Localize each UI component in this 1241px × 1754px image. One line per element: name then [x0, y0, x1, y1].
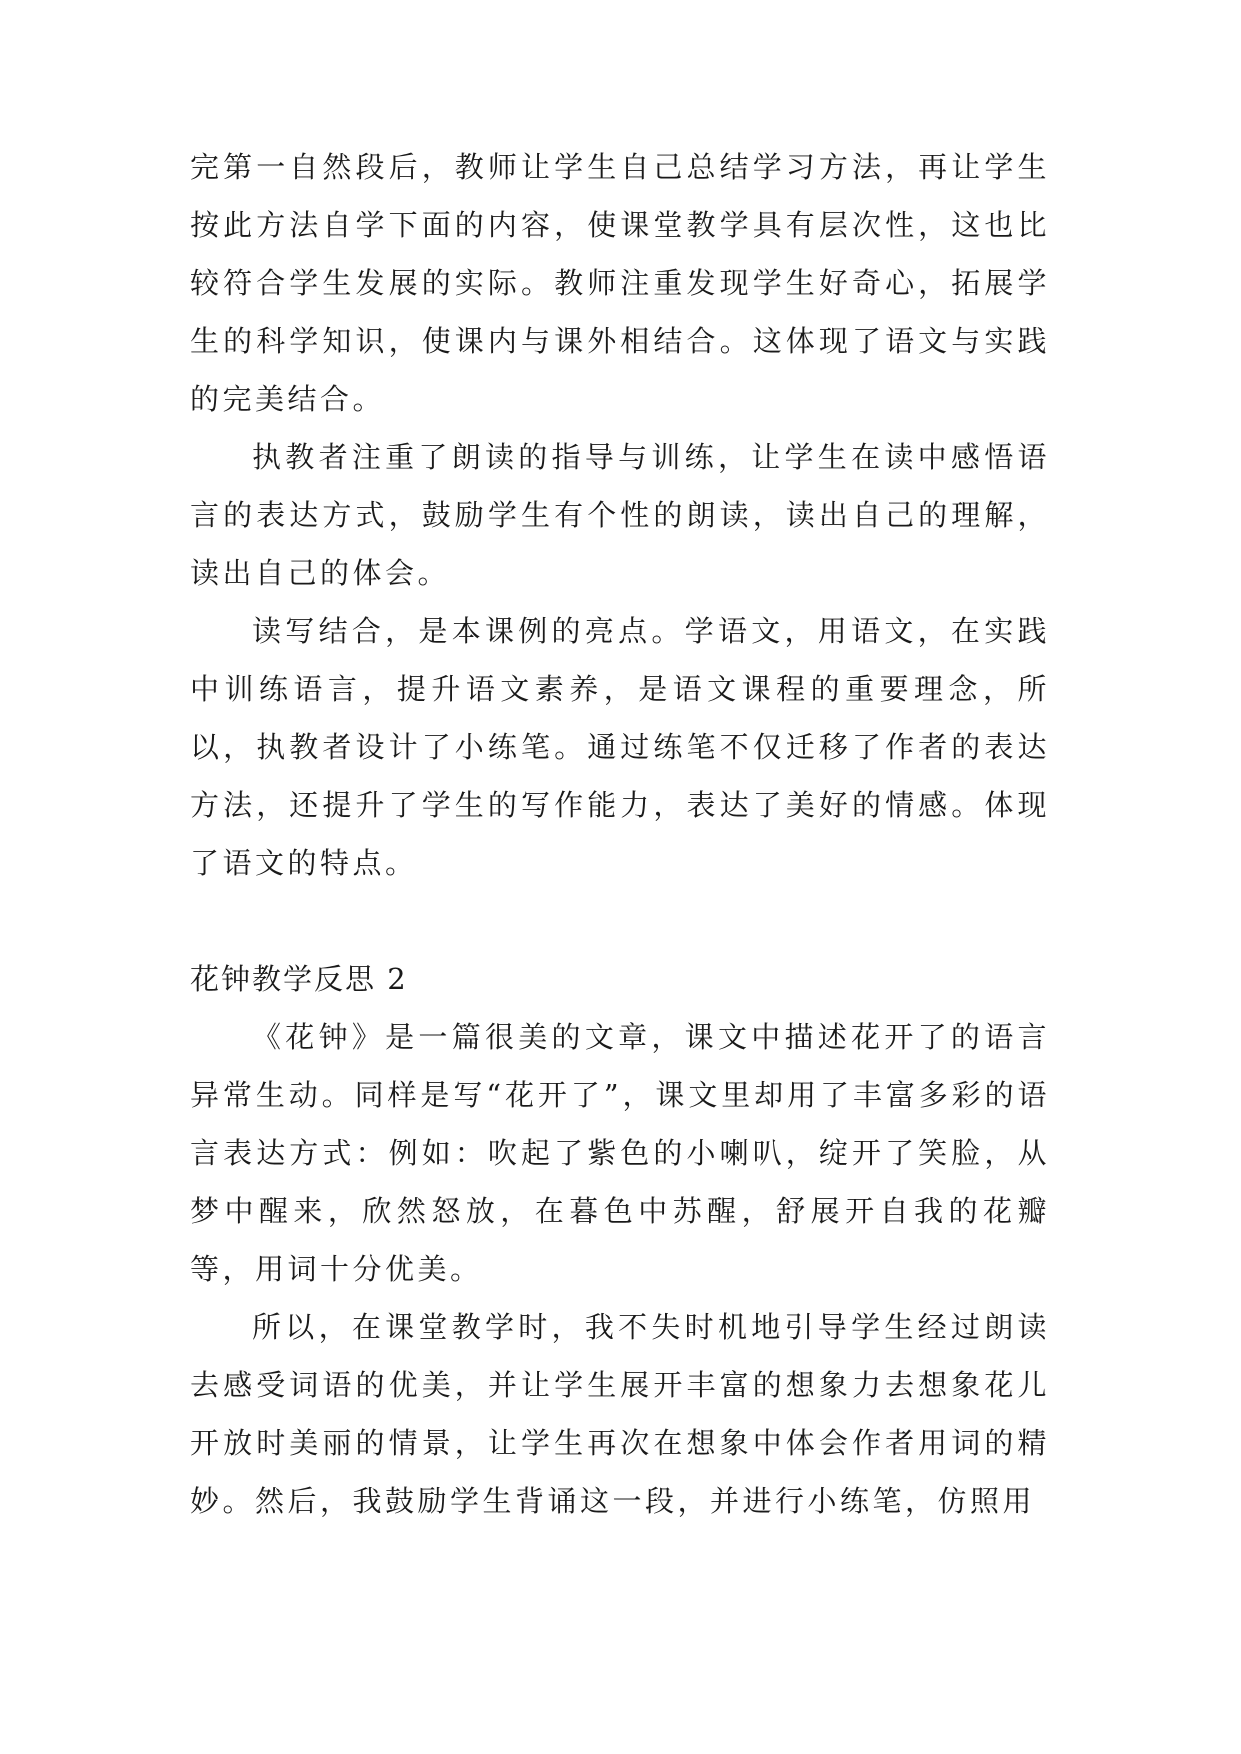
paragraph-reading-guidance: 执教者注重了朗读的指导与训练，让学生在读中感悟语言的表达方式，鼓励学生有个性的朗读，读出自己的理解，读出自己的体会。 — [190, 440, 1050, 590]
section-heading: 花钟教学反思 2 — [190, 962, 408, 996]
paragraph-continued: 完第一自然段后，教师让学生自己总结学习方法，再让学生按此方法自学下面的内容，使课堂教学具有层次性，这也比较符合学生发展的实际。教师注重发现学生好奇心，拓展学生的科学知识，使课内与课外相结合。这体现了语文与实践的完美结合。 — [190, 150, 1050, 416]
paragraph-classroom-teaching: 所以，在课堂教学时，我不失时机地引导学生经过朗读去感受词语的优美，并让学生展开丰富的想象力去想象花儿开放时美丽的情景，让学生再次在想象中体会作者用词的精妙。然后，我鼓励学生背诵这一段，并进行小练笔，仿照用 — [190, 1310, 1050, 1518]
paragraph-flower-clock-intro: 《花钟》是一篇很美的文章，课文中描述花开了的语言异常生动。同样是写“花开了”，课文里却用了丰富多彩的语言表达方式：例如：吹起了紫色的小喇叭，绽开了笑脸，从梦中醒来，欣然怒放，在暮色中苏醒，舒展开自我的花瓣等，用词十分优美。 — [190, 1020, 1050, 1286]
paragraph-reading-writing: 读写结合，是本课例的亮点。学语文，用语文，在实践中训练语言，提升语文素养，是语文课程的重要理念，所以，执教者设计了小练笔。通过练笔不仅迁移了作者的表达方法，还提升了学生的写作能力，表达了美好的情感。体现了语文的特点。 — [190, 614, 1050, 880]
